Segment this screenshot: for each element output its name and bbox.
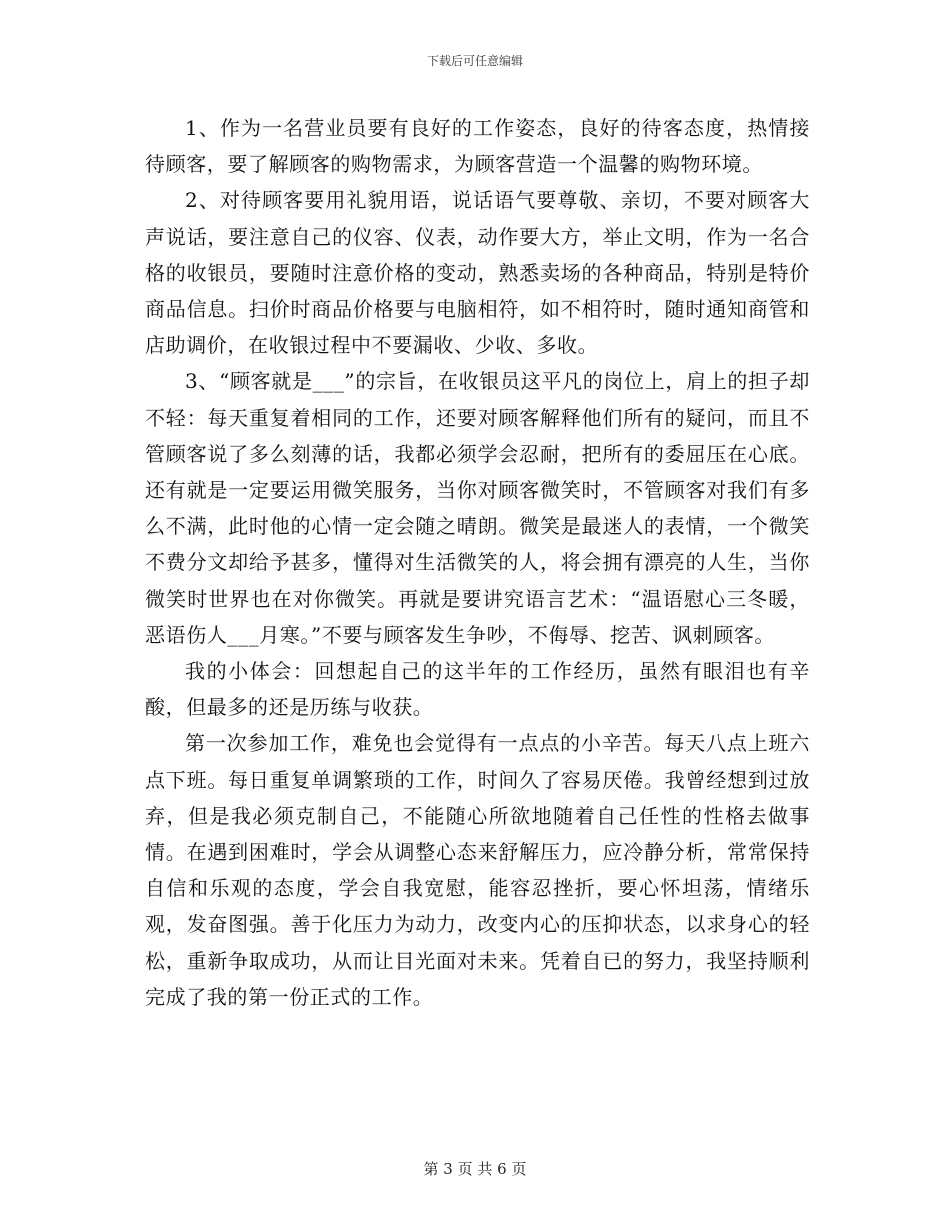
paragraph-duty-3: 3、“顾客就是___”的宗旨，在收银员这平凡的岗位上，肩上的担子却不轻：每天重复着相同的工作，还要对顾客解释他们所有的疑问，而且不管顾客说了多么刻薄的话，我都必须学会忍耐，把所有的委屈压在心底。还有就是一定要运用微笑服务，当你对顾客微笑时，不管顾客对我们有多么不满，此时他的心情一定会随之晴朗。微笑是最迷人的表情，一个微笑不费分文却给予甚多，懂得对生活微笑的人，将会拥有漂亮的人生，当你微笑时世界也在对你微笑。再就是要讲究语言艺术：“温语慰心三冬暖，恶语伤人___月寒。”不要与顾客发生争吵，不侮辱、挖苦、讽刺顾客。 [145,369,810,647]
paragraph-first-job: 第一次参加工作，难免也会觉得有一点点的小辛苦。每天八点上班六点下班。每日重复单调繁琐的工作，时间久了容易厌倦。我曾经想到过放弃，但是我必须克制自己，不能随心所欲地随着自己任性的性格去做事情。在遇到困难时，学会从调整心态来舒解压力，应冷静分析，常常保持自信和乐观的态度，学会自我宽慰，能容忍挫折，要心怀坦荡，情绪乐观，发奋图强。善于化压力为动力，改变内心的压抑状态，以求身心的轻松，重新争取成功，从而让目光面对未来。凭着自已的努力，我坚持顺利完成了我的第一份正式的工作。 [145,731,810,1009]
page-number: 第 3 页 共 6 页 [423,1160,527,1178]
paragraph-duty-1: 1、作为一名营业员要有良好的工作姿态，良好的待客态度，热情接待顾客，要了解顾客的购物需求，为顾客营造一个温馨的购物环境。 [145,116,810,177]
paragraph-duty-2: 2、对待顾客要用礼貌用语，说话语气要尊敬、亲切，不要对顾客大声说话，要注意自己的仪容、仪表，动作要大方，举止文明，作为一名合格的收银员，要随时注意价格的变动，熟悉卖场的各种商品，特别是特价商品信息。扫价时商品价格要与电脑相符，如不相符时，随时通知商管和店助调价，在收银过程中不要漏收、少收、多收。 [145,188,810,358]
document-body [145,110,810,1015]
page-header: 下载后可任意编辑 [426,54,523,68]
paragraph-experience-intro: 我的小体会：回想起自己的这半年的工作经历，虽然有眼泪也有辛酸，但最多的还是历练与收获。 [145,659,810,720]
